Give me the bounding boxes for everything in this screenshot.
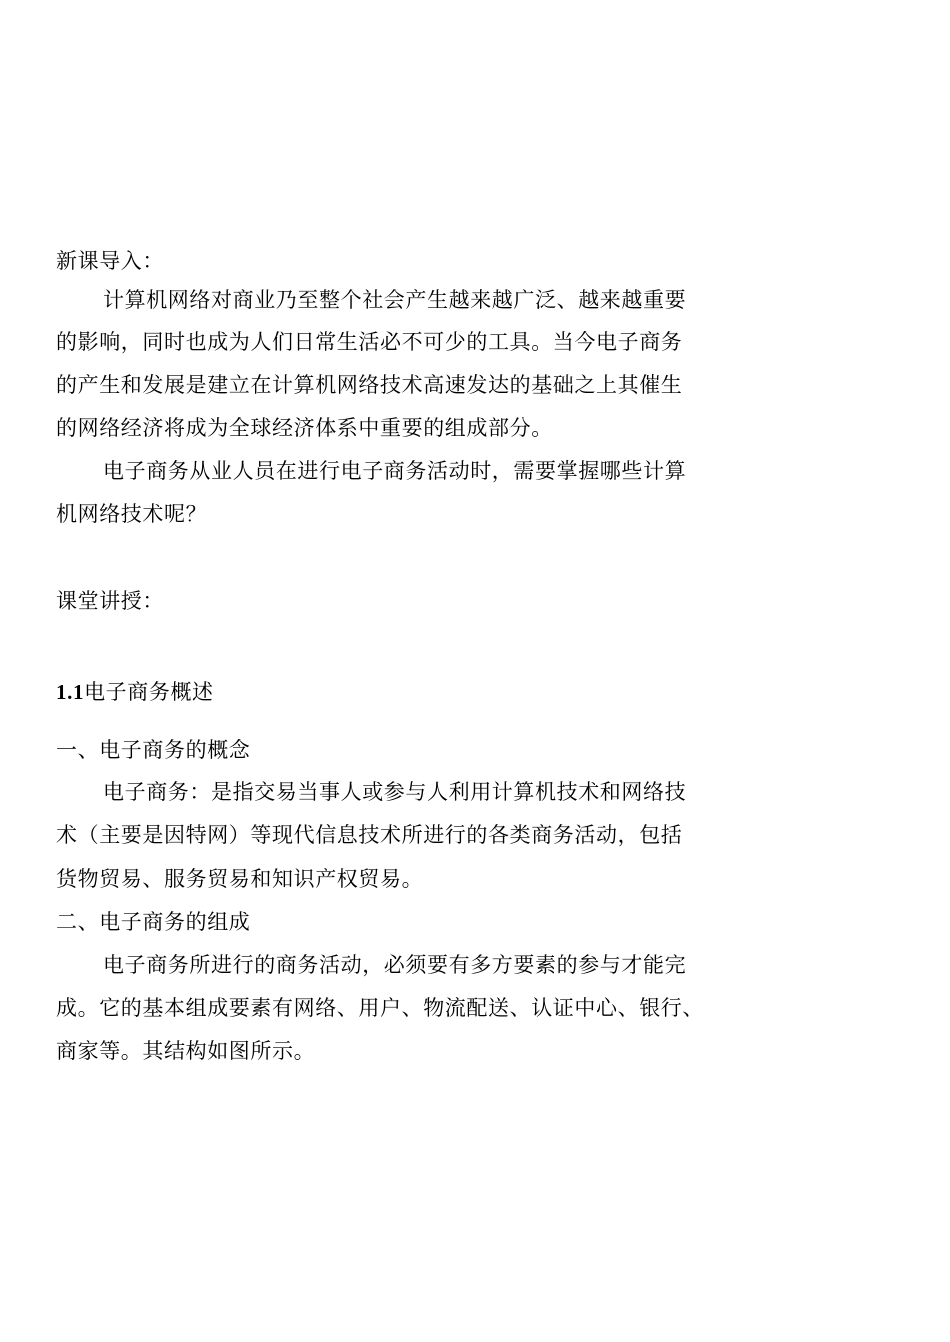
composition-heading: 二、电子商务的组成 xyxy=(56,910,251,934)
concept-para-line1: 电子商务：是指交易当事人或参与人利用计算机技术和网络技 xyxy=(103,780,687,804)
lecture-heading: 课堂讲授： xyxy=(56,589,164,613)
composition-para-line1: 电子商务所进行的商务活动，必须要有多方要素的参与才能完 xyxy=(103,953,687,977)
section-number: 1.1 xyxy=(56,680,85,704)
intro-heading: 新课导入： xyxy=(56,249,164,273)
intro-para2-line2: 机网络技术呢？ xyxy=(56,502,208,526)
intro-para1-line2: 的影响，同时也成为人们日常生活必不可少的工具。当今电子商务 xyxy=(56,330,683,354)
intro-para2-line1: 电子商务从业人员在进行电子商务活动时，需要掌握哪些计算 xyxy=(103,459,687,483)
concept-heading: 一、电子商务的概念 xyxy=(56,738,251,762)
section-title xyxy=(56,677,214,707)
concept-para-line3: 货物贸易、服务贸易和知识产权贸易。 xyxy=(56,867,424,891)
composition-para-line2: 成。它的基本组成要素有网络、用户、物流配送、认证中心、银行、 xyxy=(56,996,704,1020)
composition-para-line3: 商家等。其结构如图所示。 xyxy=(56,1039,316,1063)
section-title-text: 电子商务概述 xyxy=(84,680,214,704)
concept-para-line2: 术（主要是因特网）等现代信息技术所进行的各类商务活动，包括 xyxy=(56,823,683,847)
intro-para1-line3: 的产生和发展是建立在计算机网络技术高速发达的基础之上其催生 xyxy=(56,373,683,397)
intro-para1-line4: 的网络经济将成为全球经济体系中重要的组成部分。 xyxy=(56,416,553,440)
intro-para1-line1: 计算机网络对商业乃至整个社会产生越来越广泛、越来越重要 xyxy=(103,288,687,312)
